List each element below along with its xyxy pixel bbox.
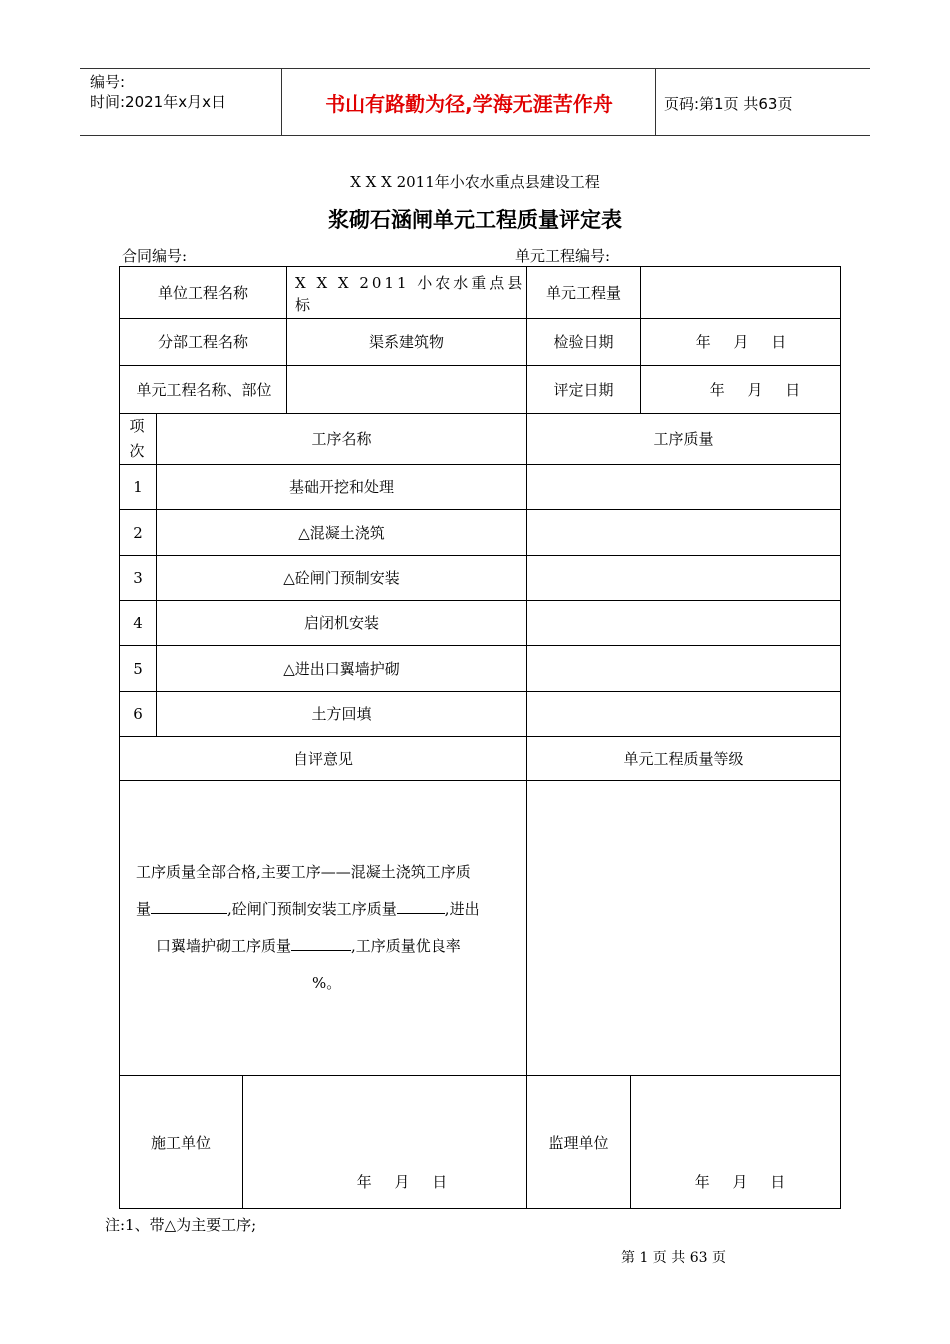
document-subtitle: X X X 2011年小农水重点县建设工程 (350, 173, 600, 191)
comment-line-2c: ,进出 (444, 900, 480, 918)
comment-line-4: %。 (312, 974, 342, 992)
self-evaluation-label: 自评意见 (292, 749, 353, 768)
header-top-rule (80, 68, 870, 69)
page-footer: 第 1 页 共 63 页 (621, 1250, 726, 1266)
self-evaluation-text (130, 854, 522, 1002)
comment-line-1: 工序质量全部合格,主要工序——混凝土浇筑工序质 (136, 863, 471, 881)
comment-line-3b: ,工序质量优良率 (351, 937, 461, 955)
process-no: 3 (133, 569, 143, 587)
contract-number-label: 合同编号: (122, 247, 188, 265)
construction-date: 年 月 日 (356, 1173, 448, 1191)
process-no: 1 (133, 478, 143, 496)
quality-grade-label: 单元工程质量等级 (623, 749, 744, 768)
unit-project-label: 单位工程名称 (157, 283, 248, 302)
process-name-header: 工序名称 (311, 430, 372, 448)
footnote: 注:1、带△为主要工序; (105, 1216, 257, 1234)
construction-unit-label: 施工单位 (150, 1133, 211, 1152)
inspect-date-value: 年 月 日 (695, 333, 787, 351)
comment-line-2b: ,砼闸门预制安装工序质量 (227, 900, 397, 918)
header-divider-left (281, 68, 282, 136)
process-name: △砼闸门预制安装 (283, 569, 400, 587)
col-line (242, 1075, 243, 1209)
process-no: 2 (133, 523, 143, 542)
supervision-unit-label: 监理单位 (548, 1133, 609, 1152)
comment-line-3a: 口翼墙护砌工序质量 (156, 937, 292, 955)
header-meta (90, 72, 226, 112)
header-motto: 书山有路勤为径,学海无涯苦作舟 (325, 92, 613, 116)
unit-project-value: X X X 2011 小农水重点县标 (295, 273, 526, 314)
header-bottom-rule (80, 135, 870, 136)
blank-concrete-quality[interactable] (151, 899, 227, 914)
unit-name-label: 单元工程名称、部位 (136, 380, 272, 399)
comment-line-2a: 量 (136, 900, 152, 918)
process-name: 土方回填 (311, 705, 372, 723)
row-line (120, 780, 840, 781)
quality-evaluation-table (119, 266, 841, 1209)
time-label: 时间:2021年x月x日 (90, 93, 226, 111)
process-no-header: 项次 (129, 417, 145, 460)
process-name: △进出口翼墙护砌 (283, 659, 400, 678)
supervision-date: 年 月 日 (694, 1173, 786, 1191)
eval-date-label: 评定日期 (553, 380, 614, 399)
code-label: 编号: (90, 73, 126, 91)
header-page-info: 页码:第1页 共63页 (664, 95, 793, 113)
unit-quantity-label: 单元工程量 (545, 283, 621, 302)
process-name: 启闭机安装 (303, 614, 379, 632)
unit-number-label: 单元工程编号: (515, 247, 611, 265)
process-name: 基础开挖和处理 (288, 478, 394, 496)
eval-date-value: 年 月 日 (709, 380, 801, 399)
blank-wingwall-quality[interactable] (291, 936, 351, 951)
blank-gate-quality[interactable] (397, 899, 445, 914)
document-title: 浆砌石涵闸单元工程质量评定表 (328, 208, 622, 232)
process-no: 5 (133, 659, 143, 678)
process-name: △混凝土浇筑 (298, 523, 385, 542)
process-quality-header: 工序质量 (653, 430, 714, 448)
sub-project-label: 分部工程名称 (157, 333, 248, 351)
sub-project-value: 渠系建筑物 (368, 333, 444, 351)
inspect-date-label: 检验日期 (553, 333, 614, 351)
col-line (630, 1075, 631, 1209)
header-divider-right (655, 68, 656, 136)
process-no: 4 (133, 614, 143, 632)
process-no: 6 (133, 705, 143, 723)
